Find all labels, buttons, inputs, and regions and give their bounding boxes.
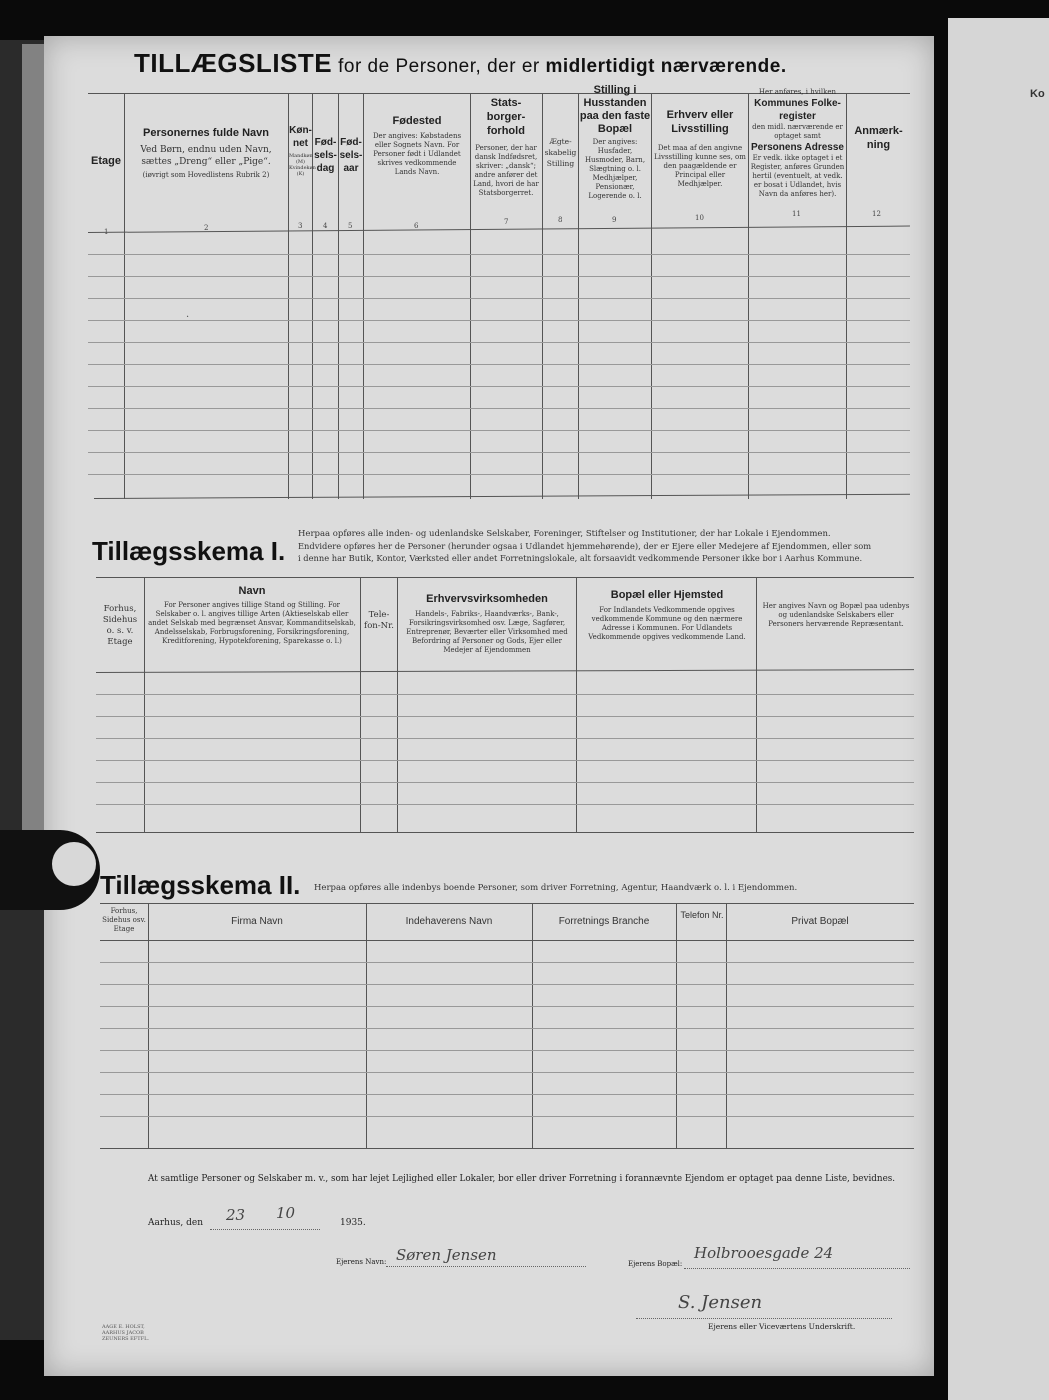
- list-row-line: [88, 408, 910, 409]
- schema2-row-line: [100, 1072, 914, 1073]
- list-header-rule: [88, 226, 910, 233]
- schema1-top-rule: [96, 577, 914, 578]
- schema2-row-line: [100, 1094, 914, 1095]
- schema1-col-divider: [756, 577, 757, 833]
- list-title-main: TILLÆGSLISTE: [134, 48, 333, 78]
- schema1-row-line: [96, 804, 914, 805]
- date-line: [148, 1218, 203, 1228]
- schema2-top-rule: [100, 903, 914, 904]
- col-number: 11: [792, 210, 801, 218]
- schema1-col-telefon: Tele-fon-Nr.: [364, 610, 394, 631]
- list-row-line: [88, 430, 910, 431]
- list-col-anmaerkning: Anmærk-ning: [854, 125, 903, 151]
- schema2-col-etage: Forhus, Sidehus osv. Etage: [102, 907, 146, 933]
- signature-line: [636, 1318, 892, 1319]
- schema2-row-line: [100, 984, 914, 985]
- certification-statement: At samtlige Personer og Selskaber m. v., som har lejet Lejlighed eller Lokaler, bor eller driver Forretning i forannævnte Ejendom er optaget paa denne Liste, bevidnes.: [148, 1174, 896, 1184]
- owner-address-line: [684, 1268, 910, 1269]
- schema1-col-bopael: Bopæl eller Hjemsted For Indlandets Vedkommende opgives vedkommende Kommune og den nærmere Adresse i Kommunen. For Udlandets Vedkommende opgives vedkommende Land.: [588, 589, 746, 641]
- date-month-handwritten: 10: [276, 1204, 296, 1222]
- list-row-line: [88, 342, 910, 343]
- list-col-kon: Køn-net Mandkøn (M) Kvindekøn (K): [289, 125, 316, 177]
- list-col-statsborger: Stats-borger-forhold Personer, der har dansk Indfødsret, skriver: „dansk“; andre anfører det Land, hvori de har Statsborgerret.: [473, 97, 539, 197]
- schema2-row-line: [100, 1116, 914, 1117]
- schema1-title: Tillægsskema I.: [92, 536, 286, 566]
- schema1-col-repraesentant: Her angives Navn og Bopæl paa udenbys og udenlandske Selskabers eller Personers herværende Repræsentant.: [762, 602, 910, 628]
- list-col-navn: Personernes fulde Navn Ved Børn, endnu uden Navn, sættes „Dreng“ eller „Pige“. (iøvrigt som Hovedlistens Rubrik 2): [140, 127, 272, 179]
- next-page-fragment: Ko: [1030, 88, 1045, 100]
- schema1-note: Herpaa opføres alle inden- og udenlandske Selskaber, Foreninger, Stiftelser og Institutioner, der har Lokale i Ejendommen. Endvidere opføres her de Personer (herunder ogsaa i Udlandet hjemmehørende), der er Ejere eller Medejere af Ejendommen, eller som i denne har Butik, Kontor, Værksted eller andet Forretningslokale, alt forsaavidt vedkommende Personer ikke bor i Aarhus Kommune.: [298, 529, 872, 563]
- list-col-fodselsaar: Fød-sels-aar: [339, 137, 363, 174]
- list-col-aegteskabelig: Ægte-skabelig Stilling: [544, 137, 577, 168]
- year-printed: 1935.: [340, 1218, 366, 1228]
- list-row-line: [88, 452, 910, 453]
- printer-imprint: AAGE E. HOLST, AARHUS JACOB ZEUNERS EFTFL.: [102, 1324, 149, 1342]
- owner-name-label: Ejerens Navn:: [336, 1258, 387, 1266]
- form-page: [44, 36, 934, 1376]
- owner-address-label: Ejerens Bopæl:: [628, 1260, 683, 1268]
- schema1-col-divider: [576, 577, 577, 833]
- list-bottom-rule: [94, 494, 910, 499]
- schema2-col-telefon: Telefon Nr.: [680, 910, 724, 920]
- list-col-adresse: Her anføres, i hvilken Kommunes Folke-register den midl. nærværende er optaget samt Personens Adresse Er vedk. ikke optaget i et Register, anføres Grunden hertil (eventuelt, at vedk. er bosat i Udlandet, hvis Navn da anføres her).: [750, 88, 845, 198]
- list-row-line: [88, 386, 910, 387]
- schema1-col-divider: [144, 577, 145, 833]
- schema2-row-line: [100, 1006, 914, 1007]
- schema1-row-line: [96, 694, 914, 695]
- col-number: 5: [348, 222, 353, 230]
- schema2-col-branche: Forretnings Branche: [558, 916, 650, 927]
- list-col-divider: [651, 93, 652, 499]
- col-number: 10: [695, 214, 704, 222]
- list-col-fodested: Fødested Der angives: Købstadens eller Sognets Navn. For Personer født i Udlandet skrives vedkommende Lands Navn.: [372, 115, 462, 176]
- schema1-row-line: [96, 760, 914, 761]
- list-subtitle-bold: midlertidigt nærværende.: [545, 56, 787, 77]
- list-col-divider: [846, 93, 847, 499]
- list-row-line: [88, 254, 910, 255]
- list-col-divider: [470, 93, 471, 499]
- col-number: 8: [558, 216, 563, 224]
- schema2-row-line: [100, 1028, 914, 1029]
- list-col-divider: [124, 93, 125, 499]
- signature-label: Ejerens eller Viceværtens Underskrift.: [708, 1322, 856, 1331]
- schema1-row-line: [96, 716, 914, 717]
- schema1-row-line: [96, 738, 914, 739]
- list-row-line: [88, 320, 910, 321]
- col-number: 7: [504, 218, 509, 226]
- list-col-divider: [363, 93, 364, 499]
- list-subtitle-pre: for de Personer, der er: [338, 56, 540, 77]
- schema2-note: Herpaa opføres alle indenbys boende Personer, som driver Forretning, Agentur, Haandværk o. l. i Ejendommen.: [314, 883, 798, 893]
- schema1-col-erhverv: Erhvervsvirksomheden Handels-, Fabriks-, Haandværks-, Bank-, Forsikringsvirksomhed osv. Læge, Sagfører, Entreprenør, Beværter eller Virksomhed med Befordring af Personer og Gods, Ejer eller Medejer af Ejendommen: [406, 593, 568, 654]
- list-row-line: [88, 276, 910, 277]
- col-number: 6: [414, 222, 419, 230]
- col-number: 12: [872, 210, 881, 218]
- list-row-line: [88, 364, 910, 365]
- schema2-row-line: [100, 962, 914, 963]
- list-row-line: [88, 474, 910, 475]
- schema1-col-navn: Navn For Personer angives tillige Stand og Stilling. For Selskaber o. l. angives tillige Arten (Aktieselskab eller andet Selskab med begrænset Ansvar, Kommanditselskab, Andelsselskab, Forbrugsforening, Forsikringsforening, Kreditforening, Hypotekforening, Sparekasse o. l.): [148, 585, 356, 645]
- signature-handwritten: S. Jensen: [678, 1292, 763, 1313]
- schema2-title: Tillægsskema II.: [100, 870, 301, 900]
- col-number: 9: [612, 216, 617, 224]
- schema1-col-divider: [397, 577, 398, 833]
- date-dotted-line: [210, 1229, 320, 1230]
- list-title: [134, 48, 787, 79]
- schema1-header-rule: [96, 669, 914, 673]
- owner-address-handwritten: Holbrooesgade 24: [694, 1244, 834, 1262]
- stray-mark: ·: [186, 312, 190, 323]
- city-label: Aarhus, den: [148, 1218, 203, 1228]
- col-number: 1: [104, 228, 109, 236]
- col-number: 2: [204, 224, 209, 232]
- date-day-handwritten: 23: [226, 1206, 246, 1224]
- spine-edge: [22, 44, 44, 844]
- col-number: 3: [298, 222, 303, 230]
- col-number: 4: [323, 222, 328, 230]
- schema2-bottom-rule: [100, 1148, 914, 1149]
- schema2-row-line: [100, 1050, 914, 1051]
- schema1-row-line: [96, 782, 914, 783]
- list-col-fodselsdag: Fød-sels-dag: [314, 137, 337, 174]
- owner-name-line: [386, 1266, 586, 1267]
- schema1-col-etage: Forhus, Sidehus o. s. v. Etage: [102, 604, 138, 647]
- schema2-col-indehaver: Indehaverens Navn: [405, 916, 493, 927]
- list-col-stilling: Stilling i Husstanden paa den faste Bopæl Der angives: Husfader, Husmoder, Barn, Slægtning o. l. Medhjælper, Pensionær, Logerende o. l.: [579, 84, 651, 200]
- schema2-header-rule: [100, 940, 914, 941]
- next-page: [948, 18, 1049, 1400]
- binder-clip: [0, 830, 100, 910]
- list-col-erhverv: Erhverv eller Livsstilling Det maa af den angivne Livsstilling kunne ses, om den paagældende er Principal eller Medhjælper.: [654, 109, 746, 188]
- list-col-etage: Etage: [91, 155, 121, 167]
- schema2-col-bopael: Privat Bopæl: [791, 916, 849, 927]
- list-col-divider: [748, 93, 749, 499]
- schema1-bottom-rule: [96, 832, 914, 833]
- list-row-line: [88, 298, 910, 299]
- owner-name-handwritten: Søren Jensen: [396, 1246, 497, 1264]
- schema2-col-firma: Firma Navn: [231, 916, 283, 927]
